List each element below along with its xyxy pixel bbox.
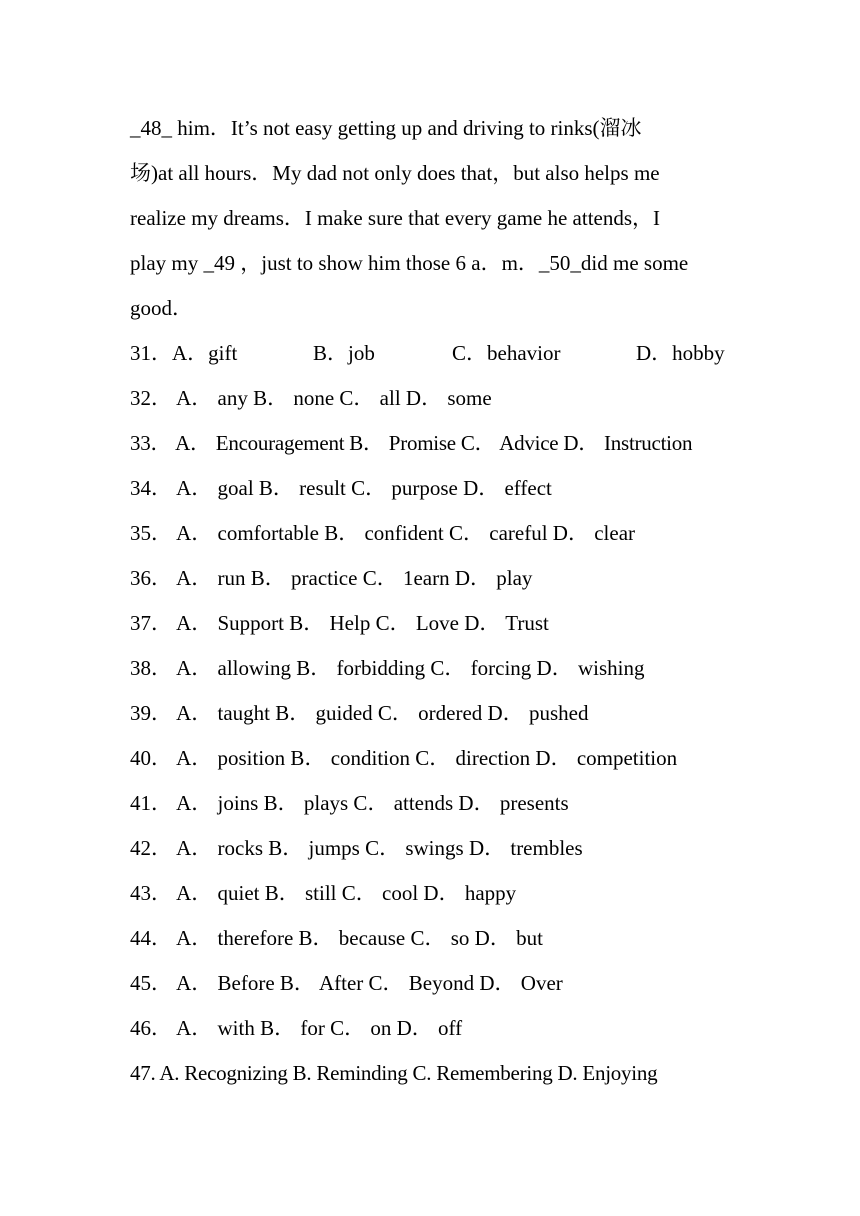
question-42: 42． A． rocks B． jumps C． swings D． trembles [130, 836, 583, 860]
passage-line: play my _49 ，just to show him those 6 a．m．_50_did me some [130, 251, 689, 275]
document-body [130, 106, 730, 1096]
question-43: 43． A． quiet B． still C． cool D． happy [130, 881, 517, 905]
passage-line: 场)at all hours．My dad not only does that，but also helps me [130, 161, 660, 185]
question-33: 33． A． Encouragement B． Promise C． Advice D． Instruction [130, 431, 693, 455]
passage-line: good． [130, 296, 193, 320]
question-39: 39． A． taught B． guided C． ordered D． pushed [130, 701, 589, 725]
question-35: 35． A． comfortable B． confident C． careful D． clear [130, 521, 636, 545]
option-b: B．job [313, 341, 375, 365]
question-31 [130, 331, 730, 376]
question-32: 32． A． any B． none C． all D． some [130, 386, 492, 410]
option-d: D．hobby [636, 341, 725, 365]
question-36: 36． A． run B． practice C． 1earn D． play [130, 566, 533, 590]
passage-line: _48_ him．It’s not easy getting up and driving to rinks(溜冰 [130, 116, 642, 140]
question-34: 34． A． goal B． result C． purpose D． effect [130, 476, 552, 500]
option-c: C．behavior [452, 341, 561, 365]
question-45: 45． A． Before B． After C． Beyond D． Over [130, 971, 563, 995]
passage-line: realize my dreams．I make sure that every game he attends，I [130, 206, 661, 230]
question-47: 47. A. Recognizing B. Reminding C. Remembering D. Enjoying [130, 1061, 658, 1085]
option-a: 31．A．gift [130, 341, 238, 365]
question-41: 41． A． joins B． plays C． attends D． presents [130, 791, 569, 815]
question-46: 46． A． with B． for C． on D． off [130, 1016, 463, 1040]
question-37: 37． A． Support B． Help C． Love D． Trust [130, 611, 549, 635]
question-40: 40． A． position B． condition C． direction D． competition [130, 746, 678, 770]
question-44: 44． A． therefore B． because C． so D． but [130, 926, 543, 950]
question-38: 38． A． allowing B． forbidding C． forcing D． wishing [130, 656, 645, 680]
